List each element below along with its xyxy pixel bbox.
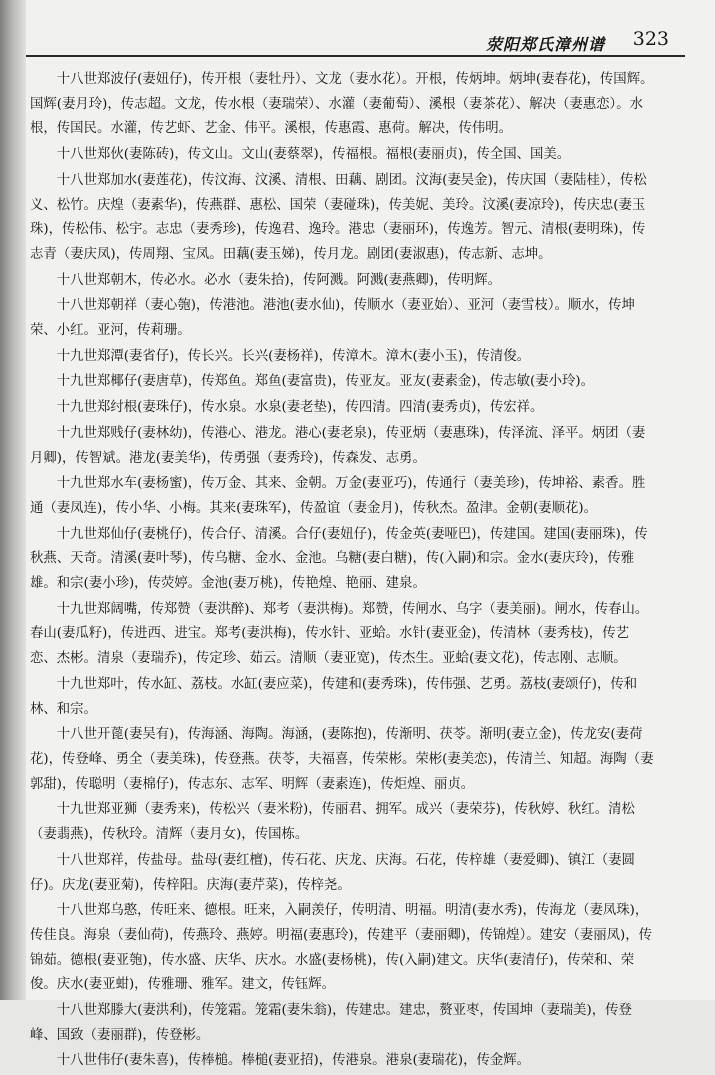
book-spine-shadow (0, 0, 26, 1000)
genealogy-entry: 十九世郑贱仔(妻林幼)，传港心、港龙。港心(妻老泉)，传亚炳（妻惠珠)，传泽流、泽平。炳团（妻月卿)，传智斌。港龙(妻美华)，传勇强（妻秀玲)，传森发、志勇。 (30, 425, 646, 466)
genealogy-entry: 十八世郑加水(妻莲花)，传汶海、汶溪、清根、田藕、剧团。汶海(妻吴金)，传庆国（妻陆桂），传松义、松竹。庆煌（妻素华)，传燕群、惠松、国荣（妻碰珠)，传美妮、美玲。汶溪(妻凉玲)，传庆忠(妻玉珠)，传松伟、松宇。志忠（妻秀珍)，传逸君、逸玲。港忠（妻丽环)，传逸芳。智元、清根(妻明珠)，传志青（妻庆凤)，传周翔、宝凤。田藕(妻玉娣)，传月龙。剧团(妻淑惠)，传志新、志坤。 (30, 172, 647, 262)
header-rule (26, 55, 685, 57)
genealogy-entry: 十九世郑阔嘴，传郑赞（妻洪醉)、郑考（妻洪梅)。郑赞，传闸水、乌字（妻美丽)。闸水，传春山。春山(妻瓜籽)，传进西、进宝。郑考(妻洪梅)，传水针、亚蛤。水针(妻亚金)，传清林（妻秀枝)，传艺恋、杰彬。清泉（妻瑞乔)，传定珍、茹云。清顺（妻亚宽)，传杰生。亚蛤(妻文花)，传志刚、志顺。 (30, 601, 649, 667)
genealogy-entry: 十八世郑乌憨，传旺来、德根。旺来，入嗣羡仔，传明清、明福。明清(妻水秀)，传海龙（妻凤珠)，传佳良。海泉（妻仙荷)，传燕玲、燕婷。明福(妻惠玲)，传建平（妻丽卿)，传锦煌）。建安（妻丽凤)，传锦茹。德根(妻亚匏)，传水盛、庆华、庆水。水盛(妻杨桃)，传(入嗣)建文。庆华(妻清仔)，传荣和、荣俊。庆水(妻亚蚶)，传雅珊、雅军。建文，传钰辉。 (30, 903, 652, 993)
genealogy-entry: 十八世伟仔(妻朱喜)，传棒槌。棒槌(妻亚招)，传港泉。港泉(妻瑞花)，传金辉。 (56, 1053, 531, 1069)
genealogy-entry: 十九世郑亚狮（妻秀来)，传松兴（妻米粉)，传丽君、拥军。成兴（妻荣芬)，传秋婷、秋红。清松（妻翡燕)，传秋玲。清辉（妻月女)，传国栋。 (30, 802, 635, 843)
genealogy-entry: 十八世郑波仔(妻妞仔)，传开根（妻牡丹）、文龙（妻水花）。开根，传炳坤。炳坤(妻春花)，传国辉。国辉(妻月玲)，传志超。文龙，传水根（妻瑞荣）、水灌（妻葡萄）、溪根（妻茶花）、解决（妻惠恋）。水根，传国民。水灌，传艺虾、艺金、伟平。溪根，传惠霞、惠荷。解决，传伟明。 (30, 72, 654, 137)
genealogy-entry: 十九世郑潭(妻省仔)，传长兴。长兴(妻杨祥)，传漳木。漳木(妻小玉)，传清俊。 (56, 348, 531, 364)
genealogy-entry: 十九世郑仙仔(妻桃仔)，传合仔、清溪。合仔(妻妞仔)，传金英(妻哑巴)，传建国。建国(妻丽珠)，传秋燕、天奇。清溪(妻叶琴)，传乌糖、金水、金池。乌糖(妻白糖)，传(入嗣)和宗。金水(妻庆玲)，传雅雄。和宗(妻小珍)，传荧婷。金池(妻万桃)，传艳煌、艳丽、建泉。 (30, 526, 648, 592)
book-title: 荥阳郑氏漳州谱 (485, 35, 605, 54)
page-header (0, 0, 715, 62)
genealogy-entry: 十八世郑滕大(妻洪利)，传笼霜。笼霜(妻朱翁)，传建忠。建忠，赘亚枣，传国坤（妻瑞美)，传登峰、国致（妻丽群)，传登彬。 (30, 1003, 632, 1043)
genealogy-entry: 十九世郑纣根(妻珠仔)，传水泉。水泉(妻老垫)，传四清。四清(妻秀贞)，传宏祥。 (56, 400, 544, 416)
page-number: 323 (632, 28, 669, 50)
genealogy-entry: 十九世郑椰仔(妻唐草)，传郑鱼。郑鱼(妻富贵)，传亚友。亚友(妻素金)，传志敏(妻小玲)。 (56, 374, 595, 390)
genealogy-entry: 十八世郑朝祥（妻心匏)，传港池。港池(妻水仙)，传顺水（妻亚始）、亚河（妻雪枝）。顺水，传坤荣、小红。亚河，传莉珊。 (30, 298, 635, 339)
genealogy-entry: 十九世郑叶，传水缸、荔枝。水缸(妻应菜)，传建和(妻秀珠)，传伟强、艺勇。荔枝(妻颂仔)，传和林、和宗。 (30, 676, 638, 717)
genealogy-entry: 十八世郑朝木，传必水。必水（妻朱拾)，传阿溅。阿溅(妻燕卿)，传明辉。 (56, 272, 501, 288)
genealogy-entry: 十八世郑祥，传盐母。盐母(妻红檀)，传石花、庆龙、庆海。石花，传梓雄（妻爱卿)、镇江（妻圆仔)。庆龙(妻亚菊)，传梓阳。庆海(妻芹菜)，传梓尧。 (30, 852, 635, 893)
genealogy-text (30, 68, 655, 1075)
genealogy-entry: 十八世郑伙(妻陈砖)，传文山。文山(妻蔡翠)，传福根。福根(妻丽贞)，传全国、国美。 (56, 147, 571, 163)
genealogy-entry: 十九世郑水车(妻杨蜜)，传万金、其来、金朝。万金(妻亚巧)，传通行（妻美珍)，传坤裕、素香。胜通（妻凤连)，传小华、小梅。其来(妻珠军)，传盈谊（妻金月)，传秋杰。盈津。金朝(妻顺花)。 (30, 476, 646, 516)
genealogy-entry: 十八世开蓖(妻吴有)，传海涵、海陶。海涵，(妻陈抱)，传渐明、茯苓。渐明(妻立金)，传龙安(妻荷花)，传登峰、勇全（妻美珠)，传登燕。茯苓，夫福喜，传荣彬。荣彬(妻美恋)，传清兰、知超。海陶（妻郭甜)，传聪明（妻棉仔)，传志东、志军、明辉（妻素连)，传炬煌、丽贞。 (30, 727, 654, 792)
